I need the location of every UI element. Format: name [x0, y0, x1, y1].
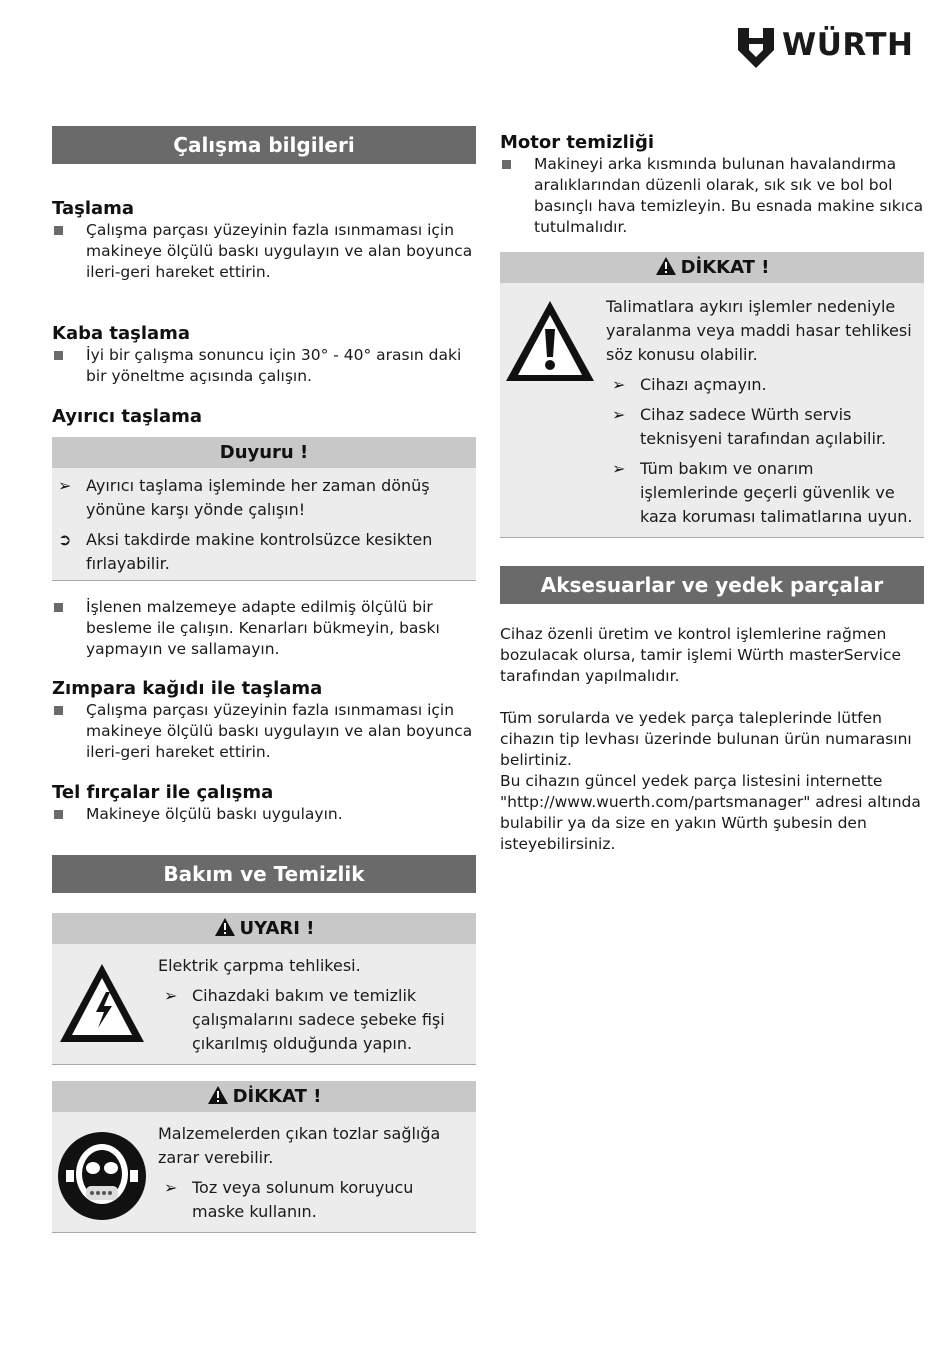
heading-rough-grinding: Kaba taşlama [52, 323, 191, 344]
wurth-emblem-icon [736, 26, 776, 70]
square-bullet-icon [54, 603, 63, 612]
caution-box-dust [52, 1081, 476, 1233]
heading-sanding: Zımpara kağıdı ile taşlama [52, 678, 323, 699]
arrow-bullet-icon: ➢ [164, 1178, 178, 1197]
result-arrow-icon: ➲ [58, 530, 72, 549]
heading-motor-cleaning: Motor temizliği [500, 132, 655, 153]
heading-wire-brush: Tel fırçalar ile çalışma [52, 782, 274, 803]
caution-item: ➢ Tüm bakım ve onarım işlemlerinde geçerli güvenlik ve kaza koruması talimatlarına uyun. [612, 459, 913, 526]
section-title-accessories: Aksesuarlar ve yedek parçalar [500, 566, 924, 604]
section-title-maintenance: Bakım ve Temizlik [52, 855, 476, 893]
square-bullet-icon [54, 226, 63, 235]
warning-box [52, 913, 476, 1065]
list-item: Çalışma parçası yüzeyinin fazla ısınmaması için makineye ölçülü baskı uygulayın ve alan boyunca ileri-geri hareket ettirin. [52, 700, 476, 763]
heading-grinding: Taşlama [52, 198, 135, 219]
notice-box [52, 437, 476, 581]
square-bullet-icon [54, 810, 63, 819]
notice-item: ➲ Aksi takdirde makine kontrolsüzce kesikten fırlayabilir. [58, 530, 433, 573]
caution-title: DİKKAT ! [52, 1081, 476, 1112]
arrow-bullet-icon: ➢ [612, 459, 626, 478]
exclamation-warning-icon [504, 297, 596, 389]
notice-title: Duyuru ! [52, 437, 476, 468]
list-item: Çalışma parçası yüzeyinin fazla ısınmaması için makineye ölçülü baskı uygulayın ve alan boyunca ileri-geri hareket ettirin. [52, 220, 476, 283]
list-item: Makineye ölçülü baskı uygulayın. [52, 804, 476, 825]
notice-item: ➢ Ayırıcı taşlama işleminde her zaman dönüş yönüne karşı yönde çalışın! [58, 476, 430, 519]
caution-item: ➢ Toz veya solunum koruyucu maske kullanın. [164, 1178, 414, 1221]
warning-triangle-icon [655, 256, 677, 276]
arrow-bullet-icon: ➢ [612, 405, 626, 424]
caution-item: ➢ Cihazı açmayın. [606, 373, 916, 397]
arrow-bullet-icon: ➢ [58, 476, 72, 495]
brand-name: WÜRTH [782, 27, 914, 63]
caution-text: Talimatlara aykırı işlemler nedeniyle yaralanma veya maddi hasar tehlikesi söz konusu olabilir. [606, 297, 912, 364]
list-item: İyi bir çalışma sonuncu için 30° - 40° arasın daki bir yöneltme açısında çalışın. [52, 345, 476, 387]
warning-text: Elektrik çarpma tehlikesi. [158, 956, 361, 975]
caution-title: DİKKAT ! [500, 252, 924, 283]
caution-item: ➢ Cihaz sadece Würth servis teknisyeni tarafından açılabilir. [612, 405, 887, 448]
square-bullet-icon [54, 706, 63, 715]
paragraph: Tüm sorularda ve yedek parça taleplerinde lütfen cihazın tip levhası üzerinde bulunan ürün numarasını belirtiniz. [500, 709, 912, 769]
section-title-work-info: Çalışma bilgileri [52, 126, 476, 164]
warning-title: UYARI ! [52, 913, 476, 944]
caution-text: Malzemelerden çıkan tozlar sağlığa zarar verebilir. [158, 1124, 441, 1167]
square-bullet-icon [502, 160, 511, 169]
square-bullet-icon [54, 351, 63, 360]
paragraph: Cihaz özenli üretim ve kontrol işlemlerine rağmen bozulacak olursa, tamir işlemi Würth masterService tarafından yapılmalıdır. [500, 625, 902, 685]
left-column [52, 126, 476, 1233]
right-column [500, 132, 924, 855]
warning-item: ➢ Cihazdaki bakım ve temizlik çalışmalarını sadece şebeke fişi çıkarılmış olduğunda yapın. [164, 986, 445, 1053]
caution-box-opening [500, 252, 924, 538]
wurth-logo [736, 26, 926, 70]
list-item: İşlenen malzemeye adapte edilmiş ölçülü bir besleme ile çalışın. Kenarları bükmeyin, baskı yapmayın ve sallamayın. [52, 597, 476, 660]
list-item: Makineyi arka kısmında bulunan havalandırma aralıklarından düzenli olarak, sık sık ve bol bol basınçlı hava temizleyin. Bu esnada makine sıkıca tutulmalıdır. [500, 154, 924, 238]
arrow-bullet-icon: ➢ [612, 375, 626, 394]
warning-triangle-icon [214, 917, 236, 937]
heading-cutting: Ayırıcı taşlama [52, 406, 203, 427]
paragraph: Bu cihazın güncel yedek parça listesini internette "http://www.wuerth.com/partsmanager" adresi altında bulabilir ya da size en yakın Würth şubesin den isteyebilirsiniz. [500, 772, 921, 853]
electric-shock-icon [56, 958, 148, 1050]
respirator-mask-icon [56, 1130, 148, 1222]
warning-triangle-icon [207, 1085, 229, 1105]
arrow-bullet-icon: ➢ [164, 986, 178, 1005]
